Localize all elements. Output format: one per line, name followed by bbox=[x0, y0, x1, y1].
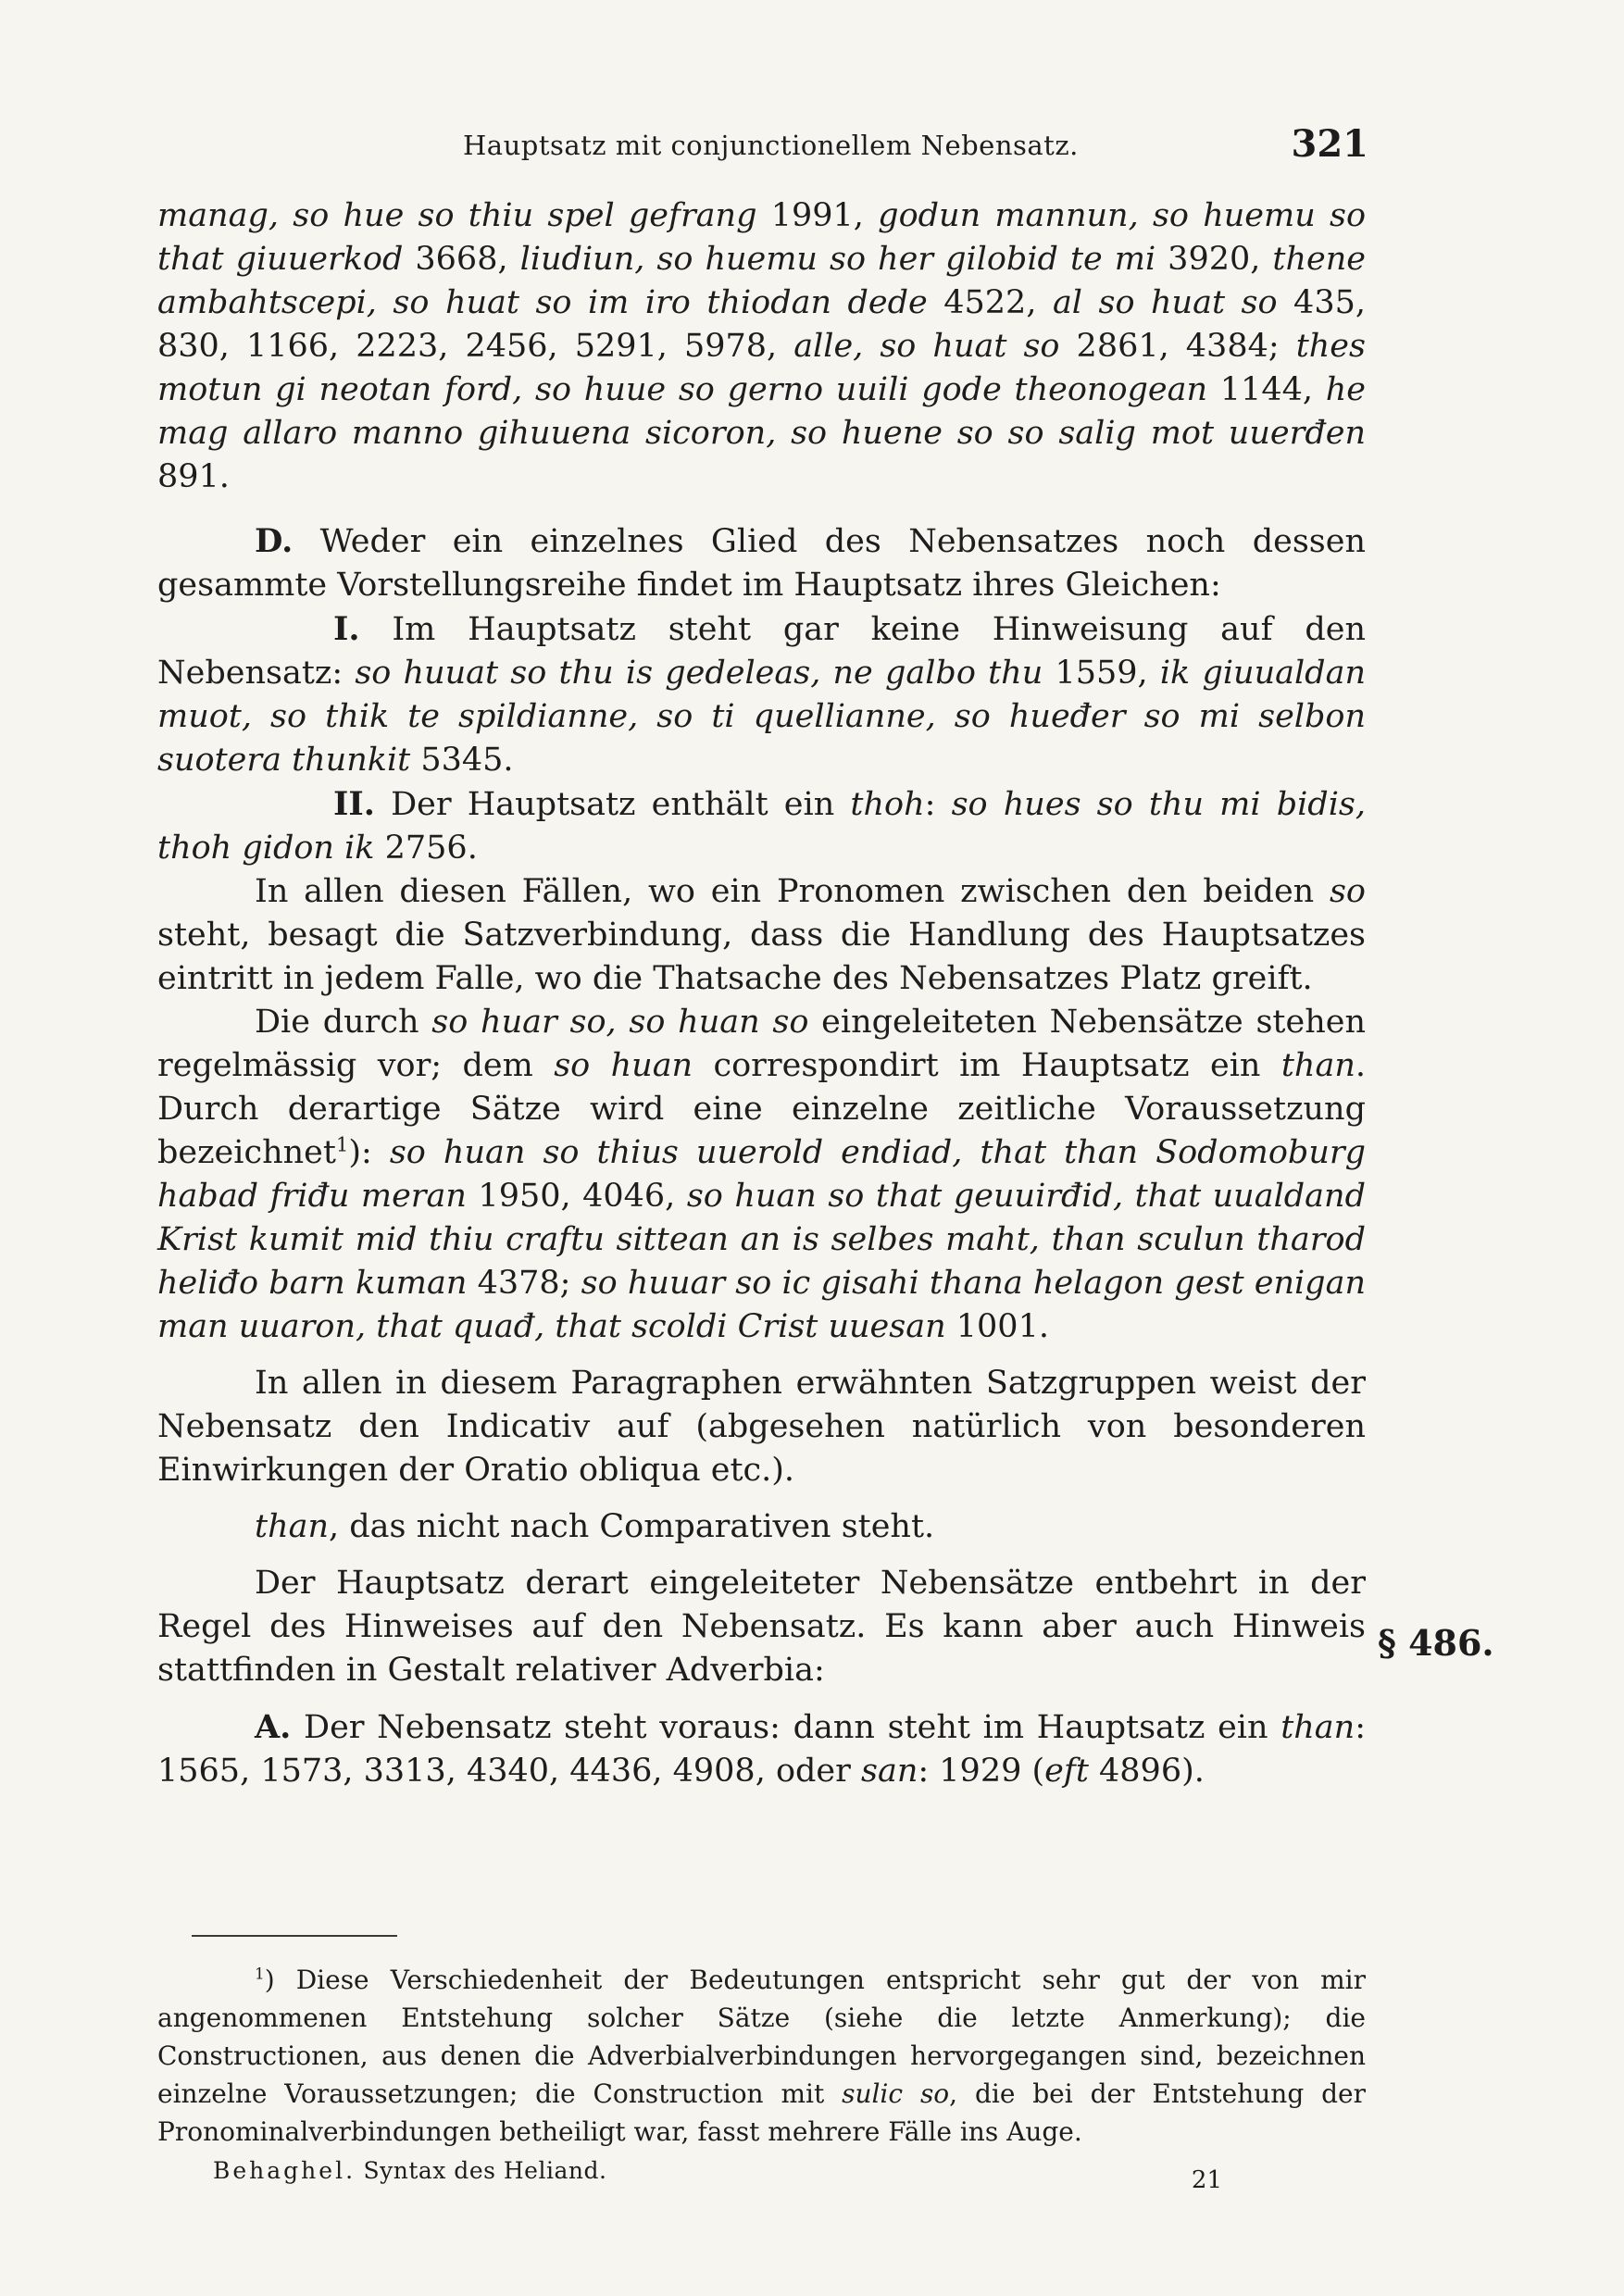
paragraph-indicativ: In allen in diesem Paragraphen erwähnten Satzgruppen weist der Nebensatz den Indicativ auf (abgesehen natürlich von besonderen Einwirkungen der Oratio obliqua etc.). bbox=[157, 1365, 1366, 1489]
footnote-ref: 1 bbox=[335, 1133, 349, 1156]
page-footer bbox=[213, 2157, 1222, 2203]
running-title: Hauptsatz mit conjunctionellem Nebensatz. bbox=[463, 130, 1079, 161]
footnote: $^1$) Diese Verschiedenheit der Bedeutungen entspricht sehr gut der von mir angenommenen Entstehung solcher Sätze (siehe die letzte Anmerkung); die Constructionen, aus denen die Adverbialverbindungen hervorgegangen sind, bezeichnen einzelne Voraussetzungen; die Construction mit sulic so, die bei der Entstehung der Pronominalverbindungen betheiligt war, fasst mehrere Fälle ins Auge. bbox=[157, 1964, 1366, 2147]
paragraph-d: D. Weder ein einzelnes Glied des Nebensatzes noch dessen gesammte Vorstellungsreihe findet im Hauptsatz ihres Gleichen: bbox=[157, 522, 1366, 604]
paragraph-i: I. Im Hauptsatz steht gar keine Hinweisung auf den Nebensatz: so huuat so thu is gedeleas, ne galbo thu 1559, ik giuualdan muot, so thik te spildianne, so ti quellianne, so hueđer so mi selbon suotera thunkit 5345. bbox=[157, 610, 1366, 779]
paragraph-pronomen: In allen diesen Fällen, wo ein Pronomen zwischen den beiden so steht, besagt die Satzverbindung, dass die Handlung des Hauptsatzes eintritt in jedem Falle, wo die Thatsache des Nebensatzes Platz greift. bbox=[157, 873, 1366, 997]
paragraph-hinweis: Der Hauptsatz derart eingeleiteter Nebensätze entbehrt in der Regel des Hinweises auf den Nebensatz. Es kann aber auch Hinweis stattfinden in Gestalt relativer Adverbia: bbox=[157, 1565, 1366, 1689]
book-title: Syntax des Heliand. bbox=[356, 2157, 607, 2184]
paragraph-ii: II. Der Hauptsatz enthält ein thoh: so hues so thu mi bidis, thoh gidon ik 2756. bbox=[157, 785, 1366, 867]
page-number: 321 bbox=[1291, 122, 1368, 166]
signature-mark: 21 bbox=[1191, 2166, 1222, 2194]
book-credit bbox=[213, 2157, 606, 2184]
footnote-rule bbox=[192, 1935, 397, 1937]
paragraph-examples-c: manag, so hue so thiu spel gefrang 1991, godun mannun, so huemu so that giuuerkod 3668, liudiun, so huemu so her gilobid te mi 3920, thene ambahtscepi, so huat so im iro thiodan dede 4522, al so huat so 435, 830, 1166, 2223, 2456, 5291, 5978, alle, so huat so 2861, 4384; thes motun gi neotan ford, so huue so gerno uuili gode theonogean 1144, he mag allaro manno gihuuena sicoron, so huene so so salig mot uuerđen 891. bbox=[157, 197, 1367, 495]
label-d: D. bbox=[255, 522, 294, 560]
label-i: I. bbox=[333, 610, 360, 648]
label-a: A. bbox=[255, 1708, 292, 1746]
paragraph-a: A. Der Nebensatz steht voraus: dann steht im Hauptsatz ein than: 1565, 1573, 3313, 4340, 4436, 4908, oder san: 1929 (eft 4896). bbox=[157, 1708, 1366, 1790]
page-header bbox=[463, 122, 1368, 178]
paragraph-so-huan: Die durch so huar so, so huan so eingeleiteten Nebensätze stehen regelmässig vor; dem so huan correspondirt im Hauptsatz ein than. Durch derartige Sätze wird eine einzelne zeitliche Voraussetzung bezeichnet$^1$): so huan so thius uuerold endiad, that than Sodomoburg habad friđu meran 1950, 4046, so huan so that geuuirđid, that uualdand Krist kumit mid thiu craftu sittean an is selbes maht, than sculun tharod heliđo barn kuman 4378; so huuar so ic gisahi thana helagon gest enigan man uuaron, that quađ, that scoldi Crist uuesan 1001. bbox=[157, 1004, 1367, 1345]
main-text bbox=[157, 194, 1366, 1793]
footnote-mark: 1 bbox=[255, 1964, 265, 1983]
section-marker: § 486. bbox=[1378, 1622, 1494, 1664]
paragraph-than: than, das nicht nach Comparativen steht. bbox=[255, 1508, 935, 1545]
label-ii: II. bbox=[333, 785, 375, 823]
author-name: Behaghel. bbox=[213, 2157, 356, 2184]
